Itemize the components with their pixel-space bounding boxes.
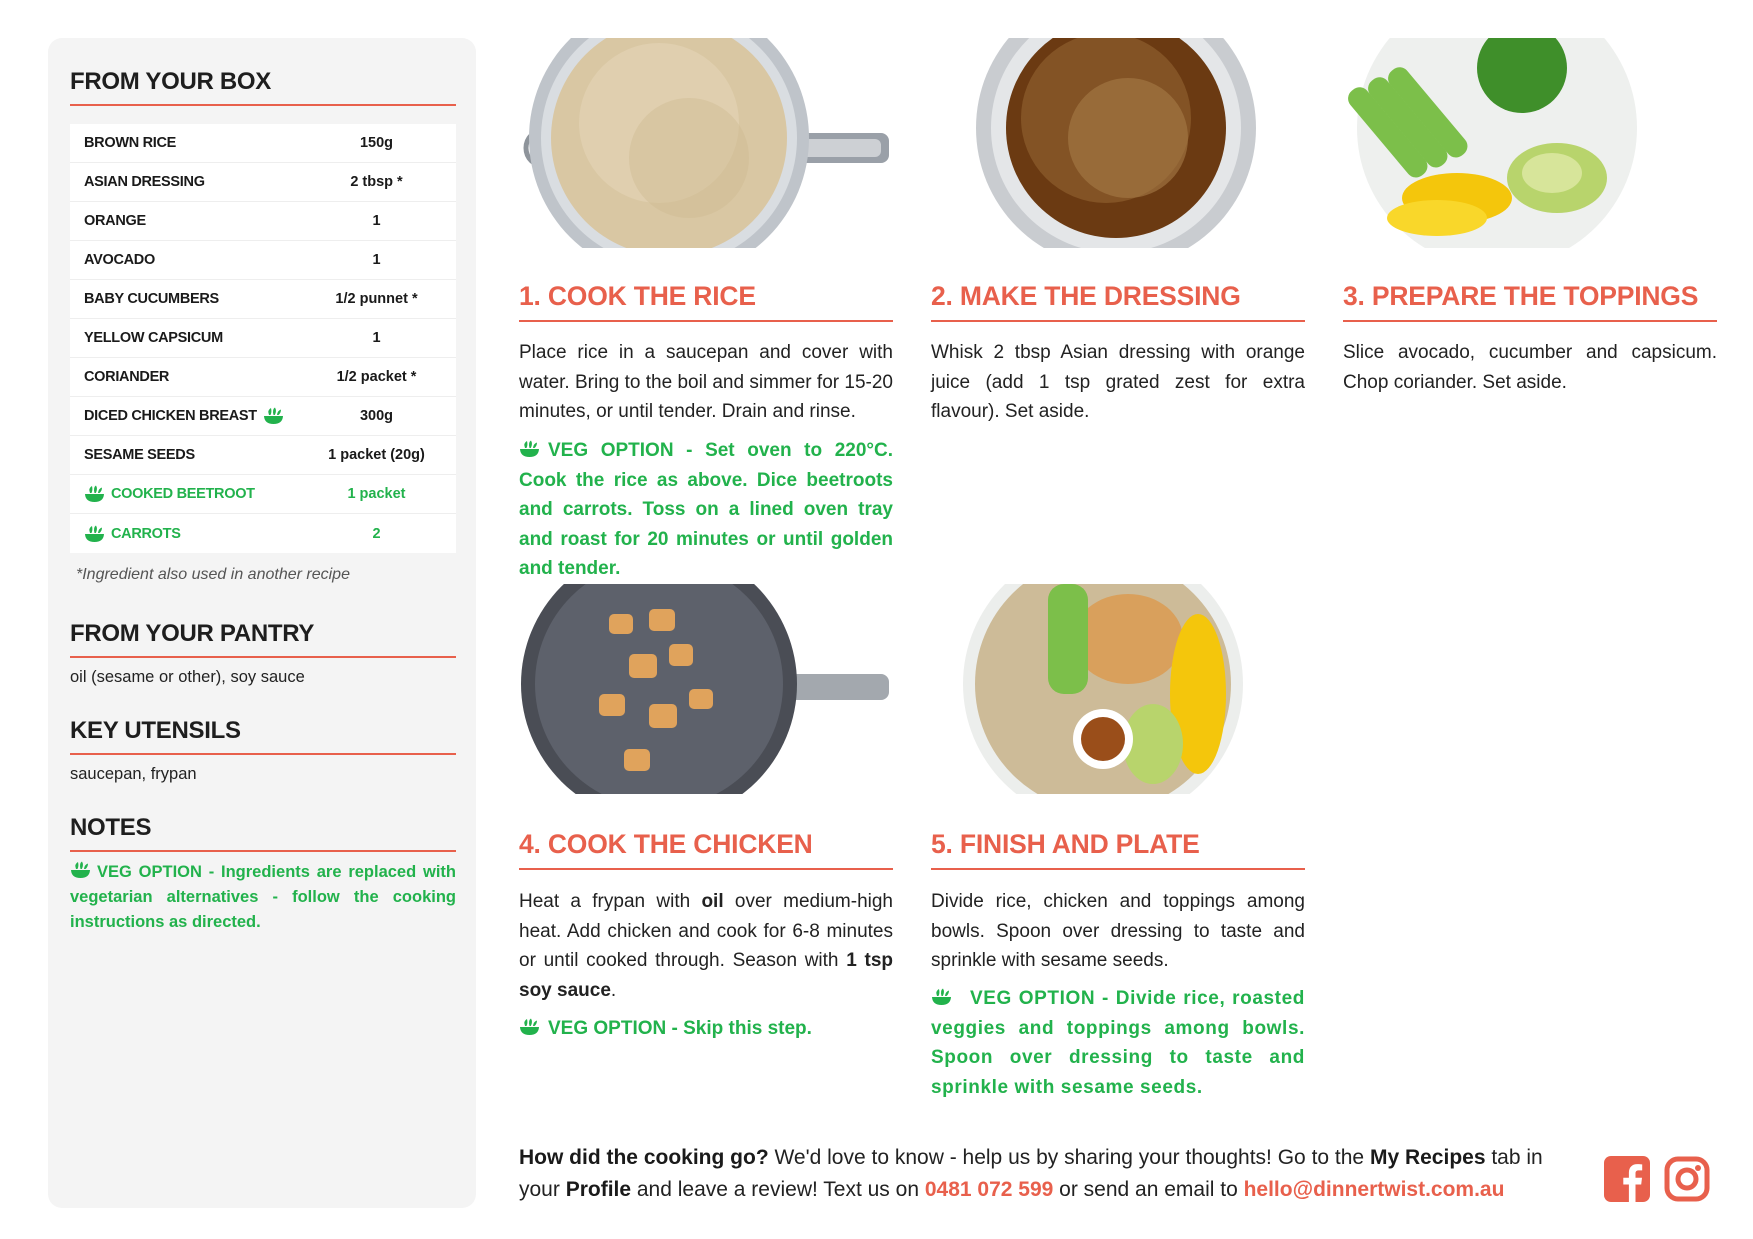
ingredient-qty: 1/2 packet * [336, 369, 417, 385]
veg-bowl-icon [519, 440, 540, 458]
step-5-veg-text: VEG OPTION - Divide rice, roasted veggies and toppings among bowls. Spoon over dressing to taste and sprinkle with sesame seeds. [931, 988, 1305, 1098]
ingredient-row [70, 436, 456, 475]
ingredient-name: YELLOW CAPSICUM [84, 330, 223, 346]
step-5-veg-option [931, 984, 1305, 1102]
step-4-veg-text: VEG OPTION - Skip this step. [548, 1018, 812, 1039]
my-recipes-link[interactable]: My Recipes [1369, 1146, 1486, 1169]
finished-bowl-image [928, 584, 1302, 794]
facebook-icon[interactable] [1604, 1156, 1650, 1202]
ingredient-name: AVOCADO [84, 252, 155, 268]
ingredient-qty: 1 packet [347, 486, 406, 502]
ingredient-row [70, 358, 456, 397]
utensils-text: saucepan, frypan [70, 765, 197, 783]
ingredient-qty: 1/2 punnet * [335, 291, 418, 307]
instagram-icon[interactable] [1664, 1156, 1710, 1202]
profile-link[interactable]: Profile [565, 1178, 632, 1201]
step-5-body: Divide rice, chicken and toppings among bowls. Spoon over dressing to taste and sprinkle with sesame seeds. [931, 891, 1305, 971]
from-your-pantry-heading: FROM YOUR PANTRY [70, 620, 456, 658]
feedback-question: How did the cooking go? [519, 1146, 769, 1169]
ingredient-row [70, 202, 456, 241]
step-3-body: Slice avocado, cucumber and capsicum. Chop coriander. Set aside. [1343, 342, 1717, 393]
ingredient-qty: 1 [372, 213, 381, 229]
notes-text-content: VEG OPTION - Ingredients are replaced with vegetarian alternatives - follow the cooking instructions as directed. [70, 863, 456, 931]
pantry-text: oil (sesame or other), soy sauce [70, 668, 305, 686]
step-1-veg-text: VEG OPTION - Set oven to 220°C. Cook the rice as above. Dice beetroots and carrots. Toss on a lined oven tray and roast for 20 minutes or until golden and tender. [519, 440, 893, 579]
toppings-plate-image [1337, 38, 1711, 248]
step-2-title: 2. MAKE THE DRESSING [931, 281, 1305, 322]
step-4-title: 4. COOK THE CHICKEN [519, 829, 893, 870]
ingredient-name: CORIANDER [84, 369, 170, 385]
step-4-veg-option [519, 1014, 893, 1044]
step-4-soy-emphasis: 1 tsp soy sauce [519, 950, 893, 1001]
step-4-oil-emphasis: oil [701, 891, 724, 912]
notes-heading: NOTES [70, 814, 456, 852]
rice-saucepan-image [519, 38, 893, 248]
ingredient-row [70, 280, 456, 319]
key-utensils-heading: KEY UTENSILS [70, 717, 456, 755]
step-3-title: 3. PREPARE THE TOPPINGS [1343, 281, 1717, 322]
step-1-title: 1. COOK THE RICE [519, 281, 893, 322]
step-1-body: Place rice in a saucepan and cover with water. Bring to the boil and simmer for 15-20 minutes, or until tender. Drain and rinse. [519, 342, 893, 422]
ingredient-qty: 300g [359, 408, 394, 424]
ingredient-qty: 1 [372, 252, 381, 268]
ingredient-row [70, 163, 456, 202]
ingredient-name: BABY CUCUMBERS [84, 291, 219, 307]
veg-bowl-icon [70, 861, 91, 879]
veg-bowl-icon [519, 1018, 540, 1036]
ingredient-name: CARROTS [111, 525, 181, 542]
phone-link[interactable]: 0481 072 599 [924, 1178, 1054, 1201]
veg-bowl-icon [84, 485, 105, 503]
ingredient-qty: 1 [372, 330, 381, 346]
step-2-body: Whisk 2 tbsp Asian dressing with orange juice (add 1 tsp grated zest for extra flavour). Set aside. [931, 342, 1305, 422]
ingredient-row [70, 124, 456, 163]
ingredient-row [70, 319, 456, 358]
ingredient-name: ASIAN DRESSING [84, 174, 205, 190]
ingredient-name: SESAME SEEDS [84, 447, 195, 463]
ingredient-row [70, 397, 456, 436]
veg-bowl-icon [931, 988, 952, 1006]
ingredient-qty: 2 tbsp * [350, 174, 403, 190]
ingredient-row-veg [70, 514, 456, 553]
from-your-box-heading: FROM YOUR BOX [70, 68, 456, 106]
veg-bowl-icon [84, 525, 105, 543]
ingredient-qty: 2 [372, 525, 381, 542]
ingredients-sidebar [48, 38, 476, 1208]
step-1-veg-option [519, 436, 893, 584]
ingredients-table [70, 124, 456, 553]
email-link[interactable]: hello@dinnertwist.com.au [1243, 1178, 1505, 1201]
ingredient-footnote: *Ingredient also used in another recipe [76, 566, 350, 583]
ingredient-qty: 150g [359, 135, 394, 151]
step-4-body: Heat a frypan with oil over medium-high heat. Add chicken and cook for 6-8 minutes or until cooked through. Season with 1 tsp soy sauce. [519, 891, 893, 1001]
chicken-frypan-image [519, 584, 893, 794]
ingredient-name: COOKED BEETROOT [111, 486, 255, 502]
feedback-paragraph: How did the cooking go? We'd love to know - help us by sharing your thoughts! Go to the My Recipes tab in your Profile and leave a review! Text us on 0481 072 599 or send an email to hello@dinnertwist.com.au [519, 1146, 1543, 1201]
ingredient-row-veg [70, 475, 456, 514]
notes-text [70, 860, 456, 935]
step-5-title: 5. FINISH AND PLATE [931, 829, 1305, 870]
veg-bowl-icon [263, 407, 284, 425]
ingredient-name: DICED CHICKEN BREAST [84, 408, 257, 424]
ingredient-name: ORANGE [84, 213, 146, 229]
dressing-bowl-image [928, 38, 1302, 248]
ingredient-qty: 1 packet (20g) [328, 447, 425, 463]
ingredient-name: BROWN RICE [84, 135, 177, 151]
ingredient-row [70, 241, 456, 280]
